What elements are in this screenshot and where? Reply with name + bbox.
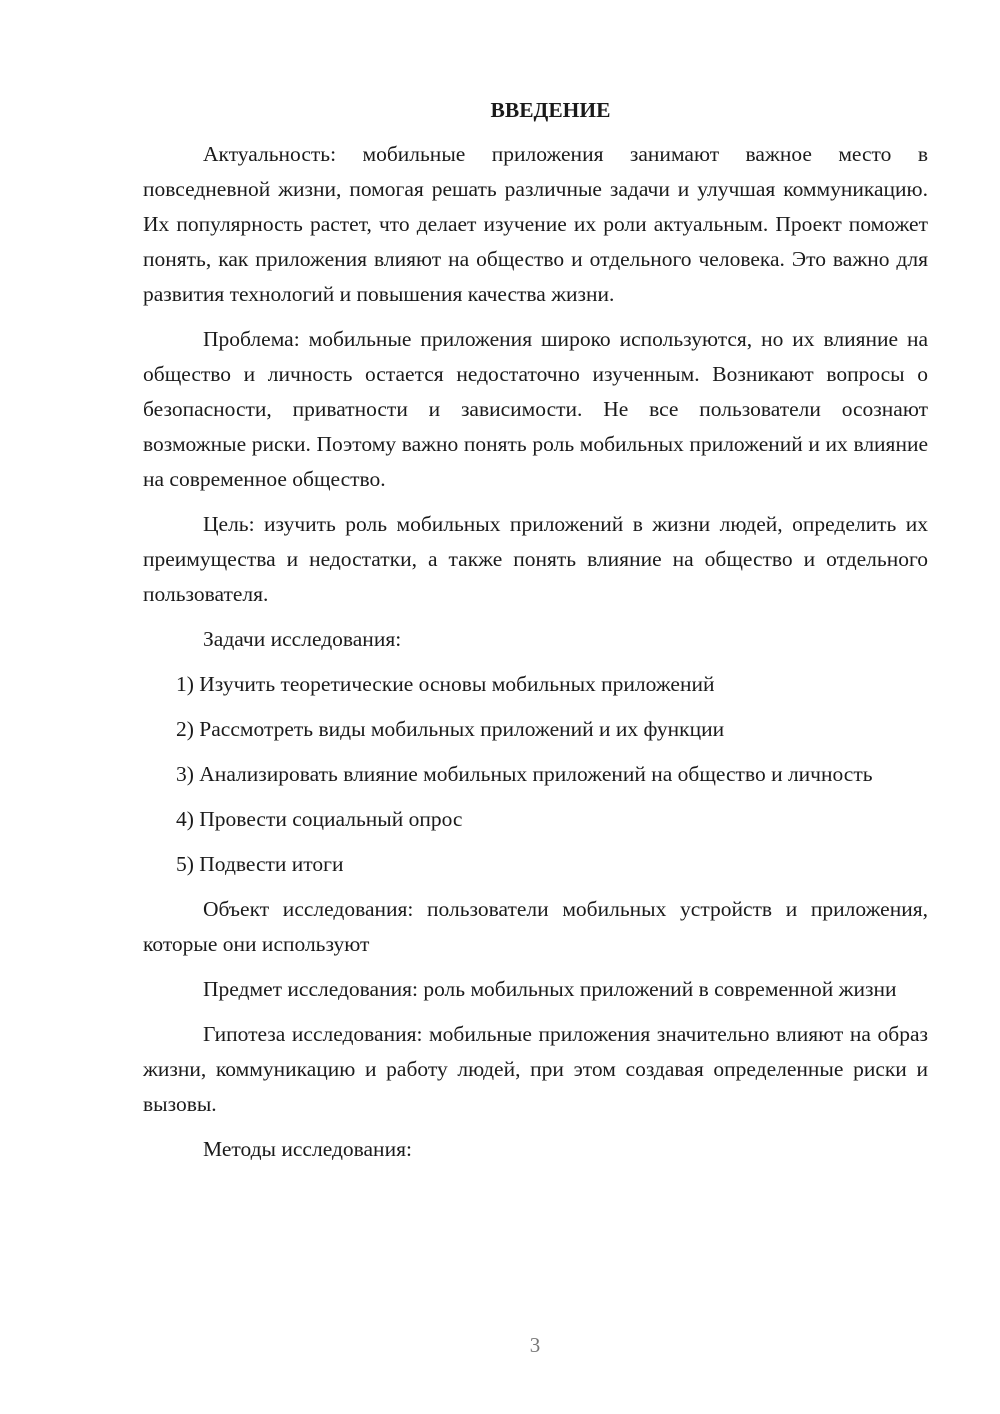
object-paragraph: Объект исследования: пользователи мобильных устройств и приложения, которые они используют [143,897,928,956]
tasks-heading: Задачи исследования: [203,627,402,651]
task-item-4: 4) Провести социальный опрос [176,807,463,831]
methods-heading: Методы исследования: [203,1137,412,1161]
task-item-3: 3) Анализировать влияние мобильных приложений на общество и личность [176,762,873,786]
goal-paragraph: Цель: изучить роль мобильных приложений в жизни людей, определить их преимущества и недостатки, а также понять влияние на общество и отдельного пользователя. [143,512,928,606]
hypothesis-paragraph: Гипотеза исследования: мобильные приложения значительно влияют на образ жизни, коммуникацию и работу людей, при этом создавая определенные риски и вызовы. [143,1022,928,1116]
document-page [143,95,928,1177]
section-title: ВВЕДЕНИЕ [490,98,611,122]
task-item-2: 2) Рассмотреть виды мобильных приложений и их функции [176,717,725,741]
page-number: 3 [529,1333,541,1357]
relevance-paragraph: Актуальность: мобильные приложения занимают важное место в повседневной жизни, помогая решать различные задачи и улучшая коммуникацию. Их популярность растет, что делает изучение их роли актуальным. Проект поможет понять, как приложения влияют на общество и отдельного человека. Это важно для развития технологий и повышения качества жизни. [143,142,928,306]
subject-paragraph: Предмет исследования: роль мобильных приложений в современной жизни [203,977,897,1001]
problem-paragraph: Проблема: мобильные приложения широко используются, но их влияние на общество и личность остается недостаточно изученным. Возникают вопросы о безопасности, приватности и зависимости. Не все пользователи осознают возможные риски. Поэтому важно понять роль мобильных приложений и их влияние на современное общество. [143,327,928,491]
task-item-5: 5) Подвести итоги [176,852,344,876]
task-item-1: 1) Изучить теоретические основы мобильных приложений [176,672,715,696]
